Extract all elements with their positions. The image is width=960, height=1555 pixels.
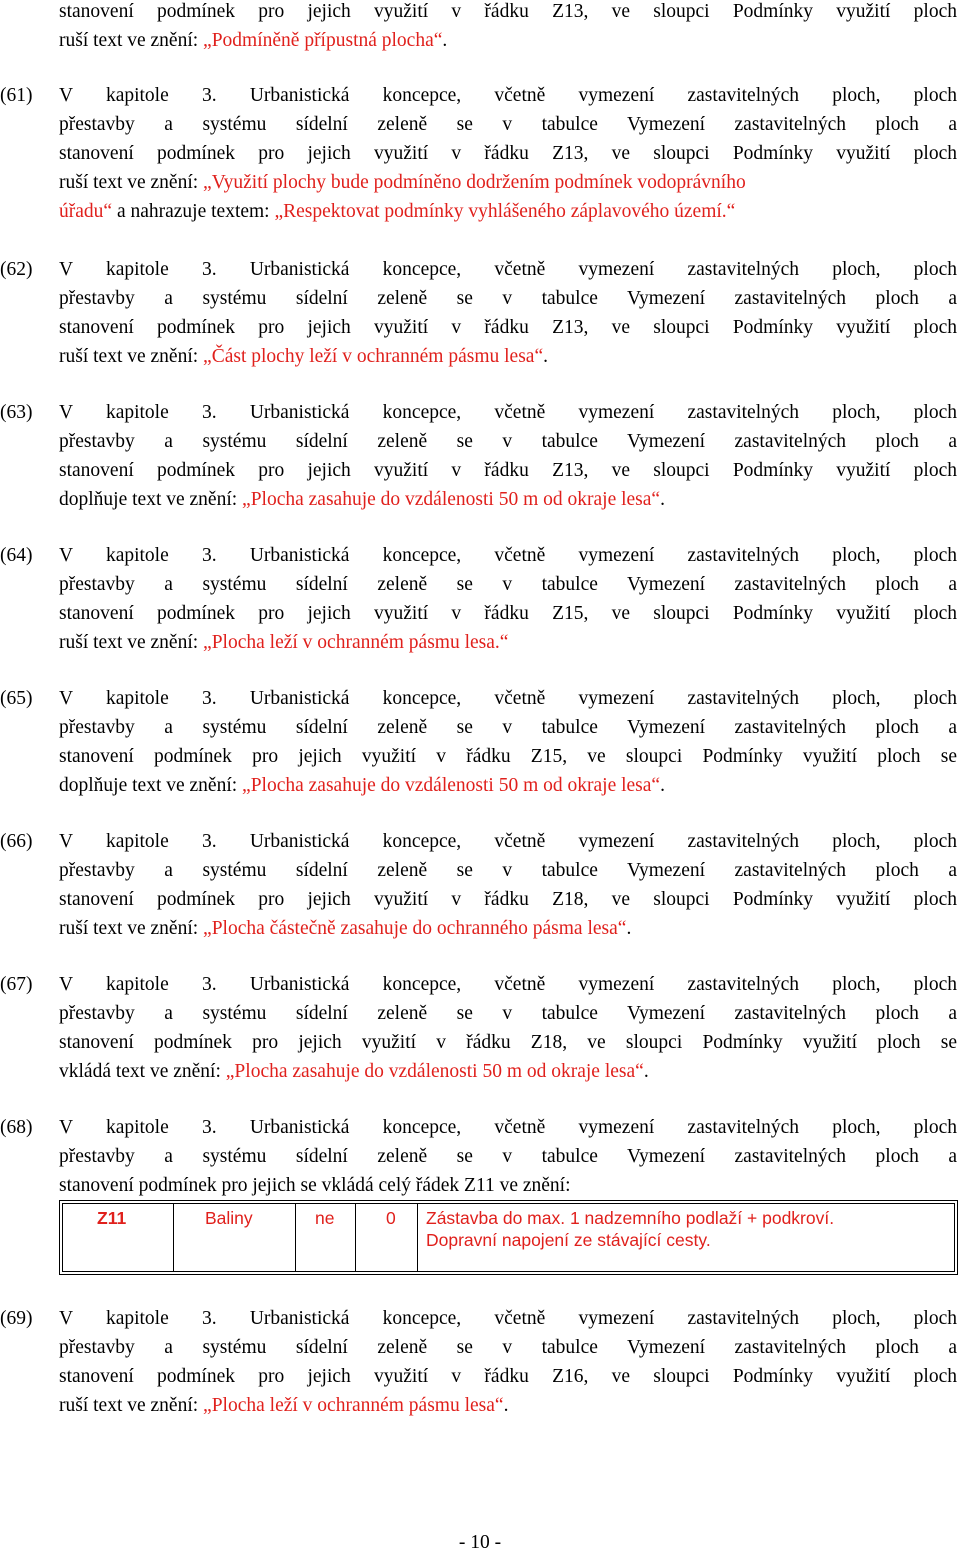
item-66-line-3: stanovení podmínek pro jejich využití v řádku Z18, ve sloupci Podmínky využití ploch (59, 889, 957, 910)
item-61-new-text: „Respektovat podmínky vyhlášeného záplavového území.“ (274, 201, 736, 222)
item-69-line-4 (59, 1394, 508, 1418)
item-65-line-3: stanovení podmínek pro jejich využití v řádku Z15, ve sloupci Podmínky využití ploch se (59, 746, 957, 767)
z11-conditions-line-1: Zástavba do max. 1 nadzemního podlaží + podkroví. (426, 1208, 835, 1228)
item-61-line-4 (59, 171, 957, 195)
z11-col4-cell: 0 (386, 1208, 396, 1228)
item-number-68: (68) (0, 1117, 33, 1138)
item-63-new-text: „Plocha zasahuje do vzdálenosti 50 m od okraje lesa“ (242, 489, 661, 510)
item-68-line-2: přestavby a systému sídelní zeleně se v tabulce Vymezení zastavitelných ploch a (59, 1146, 957, 1167)
item-61-line-2: přestavby a systému sídelní zeleně se v tabulce Vymezení zastavitelných ploch a (59, 114, 957, 135)
item-64-line-3: stanovení podmínek pro jejich využití v řádku Z15, ve sloupci Podmínky využití ploch (59, 603, 957, 624)
table-divider (355, 1204, 356, 1271)
item-67-line-3: stanovení podmínek pro jejich využití v řádku Z18, ve sloupci Podmínky využití ploch se (59, 1032, 957, 1053)
item-63-line-3: stanovení podmínek pro jejich využití v řádku Z13, ve sloupci Podmínky využití ploch (59, 460, 957, 481)
item-66-line-2: přestavby a systému sídelní zeleně se v tabulce Vymezení zastavitelných ploch a (59, 860, 957, 881)
item-63-line-2: přestavby a systému sídelní zeleně se v tabulce Vymezení zastavitelných ploch a (59, 431, 957, 452)
item-number-61: (61) (0, 85, 33, 106)
item-68-line-3: stanovení podmínek pro jejich se vkládá celý řádek Z11 ve znění: (59, 1175, 571, 1196)
table-divider (173, 1204, 174, 1271)
item-62-line-3: stanovení podmínek pro jejich využití v řádku Z13, ve sloupci Podmínky využití ploch (59, 317, 957, 338)
item-67-new-text: „Plocha zasahuje do vzdálenosti 50 m od okraje lesa“ (225, 1061, 644, 1082)
item-63-line-1: V kapitole 3. Urbanistická koncepce, včetně vymezení zastavitelných ploch, ploch (59, 402, 957, 423)
item-62-line-4 (59, 345, 548, 369)
item-61-line-3: stanovení podmínek pro jejich využití v řádku Z13, ve sloupci Podmínky využití ploch (59, 143, 957, 164)
item-62-old-text: „Část plochy leží v ochranném pásmu lesa“ (203, 346, 544, 367)
continuation-line-1: stanovení podmínek pro jejich využití v řádku Z13, ve sloupci Podmínky využití ploch (59, 1, 957, 22)
item-66-line-4 (59, 917, 631, 941)
item-65-line-4 (59, 774, 665, 798)
item-64-text: ruší text ve znění: (59, 632, 204, 653)
punctuation: . (660, 489, 665, 510)
punctuation: . (626, 918, 632, 939)
item-69-old-text: „Plocha leží v ochranném pásmu lesa“ (203, 1395, 504, 1416)
item-number-65: (65) (0, 688, 33, 709)
item-69-line-3: stanovení podmínek pro jejich využití v řádku Z16, ve sloupci Podmínky využití ploch (59, 1366, 957, 1387)
item-66-line-1: V kapitole 3. Urbanistická koncepce, včetně vymezení zastavitelných ploch, ploch (59, 831, 957, 852)
z11-table-inner-border (62, 1203, 955, 1272)
item-61-text: ruší text ve znění: (59, 172, 204, 193)
z11-conditions-cell (426, 1207, 834, 1251)
item-62-text: ruší text ve znění: (59, 346, 204, 367)
item-number-66: (66) (0, 831, 33, 852)
punctuation: . (503, 1395, 509, 1416)
punctuation: . (543, 346, 548, 367)
item-63-text: doplňuje text ve znění: (59, 489, 243, 510)
continuation-text: ruší text ve znění: (59, 30, 204, 51)
item-number-64: (64) (0, 545, 33, 566)
item-66-old-text: „Plocha částečně zasahuje do ochranného pásma lesa“ (203, 918, 627, 939)
z11-name-cell: Baliny (205, 1208, 253, 1228)
table-divider (295, 1204, 296, 1271)
item-64-line-1: V kapitole 3. Urbanistická koncepce, včetně vymezení zastavitelných ploch, ploch (59, 545, 957, 566)
item-61-old-text: „Využití plochy bude podmíněno dodržením podmínek vodoprávního (203, 172, 746, 193)
table-divider (417, 1204, 418, 1271)
item-64-line-4 (59, 631, 508, 655)
item-61-line-5 (59, 200, 735, 224)
z11-conditions-line-2: Dopravní napojení ze stávající cesty. (426, 1230, 711, 1250)
item-69-line-2: přestavby a systému sídelní zeleně se v tabulce Vymezení zastavitelných ploch a (59, 1337, 957, 1358)
item-65-line-1: V kapitole 3. Urbanistická koncepce, včetně vymezení zastavitelných ploch, ploch (59, 688, 957, 709)
item-64-line-2: přestavby a systému sídelní zeleně se v tabulce Vymezení zastavitelných ploch a (59, 574, 957, 595)
page-number: - 10 - (458, 1532, 502, 1553)
continuation-line-2 (59, 29, 447, 53)
item-67-text: vkládá text ve znění: (59, 1061, 226, 1082)
item-69-line-1: V kapitole 3. Urbanistická koncepce, včetně vymezení zastavitelných ploch, ploch (59, 1308, 957, 1329)
item-61-line-1: V kapitole 3. Urbanistická koncepce, včetně vymezení zastavitelných ploch, ploch (59, 85, 957, 106)
item-number-67: (67) (0, 974, 33, 995)
item-65-text: doplňuje text ve znění: (59, 775, 243, 796)
item-65-line-2: přestavby a systému sídelní zeleně se v tabulce Vymezení zastavitelných ploch a (59, 717, 957, 738)
z11-table (59, 1200, 958, 1275)
item-66-text: ruší text ve znění: (59, 918, 204, 939)
amended-text: „Podmíněně přípustná plocha“ (203, 30, 443, 51)
item-63-line-4 (59, 488, 665, 512)
item-62-line-2: přestavby a systému sídelní zeleně se v tabulce Vymezení zastavitelných ploch a (59, 288, 957, 309)
item-61-text-2: a nahrazuje textem: (112, 201, 275, 222)
z11-col3-cell: ne (315, 1208, 335, 1228)
item-65-new-text: „Plocha zasahuje do vzdálenosti 50 m od okraje lesa“ (242, 775, 661, 796)
punctuation: . (442, 30, 448, 51)
punctuation: . (643, 1061, 649, 1082)
item-69-text: ruší text ve znění: (59, 1395, 204, 1416)
item-61-old-text-end: úřadu“ (59, 201, 113, 222)
item-number-62: (62) (0, 259, 33, 280)
item-64-old-text: „Plocha leží v ochranném pásmu lesa.“ (203, 632, 509, 653)
item-67-line-2: přestavby a systému sídelní zeleně se v tabulce Vymezení zastavitelných ploch a (59, 1003, 957, 1024)
item-67-line-4 (59, 1060, 649, 1084)
item-68-line-1: V kapitole 3. Urbanistická koncepce, včetně vymezení zastavitelných ploch, ploch (59, 1117, 957, 1138)
z11-code-cell: Z11 (97, 1208, 127, 1228)
item-number-69: (69) (0, 1308, 33, 1329)
punctuation: . (660, 775, 665, 796)
item-62-line-1: V kapitole 3. Urbanistická koncepce, včetně vymezení zastavitelných ploch, ploch (59, 259, 957, 280)
item-67-line-1: V kapitole 3. Urbanistická koncepce, včetně vymezení zastavitelných ploch, ploch (59, 974, 957, 995)
item-number-63: (63) (0, 402, 33, 423)
